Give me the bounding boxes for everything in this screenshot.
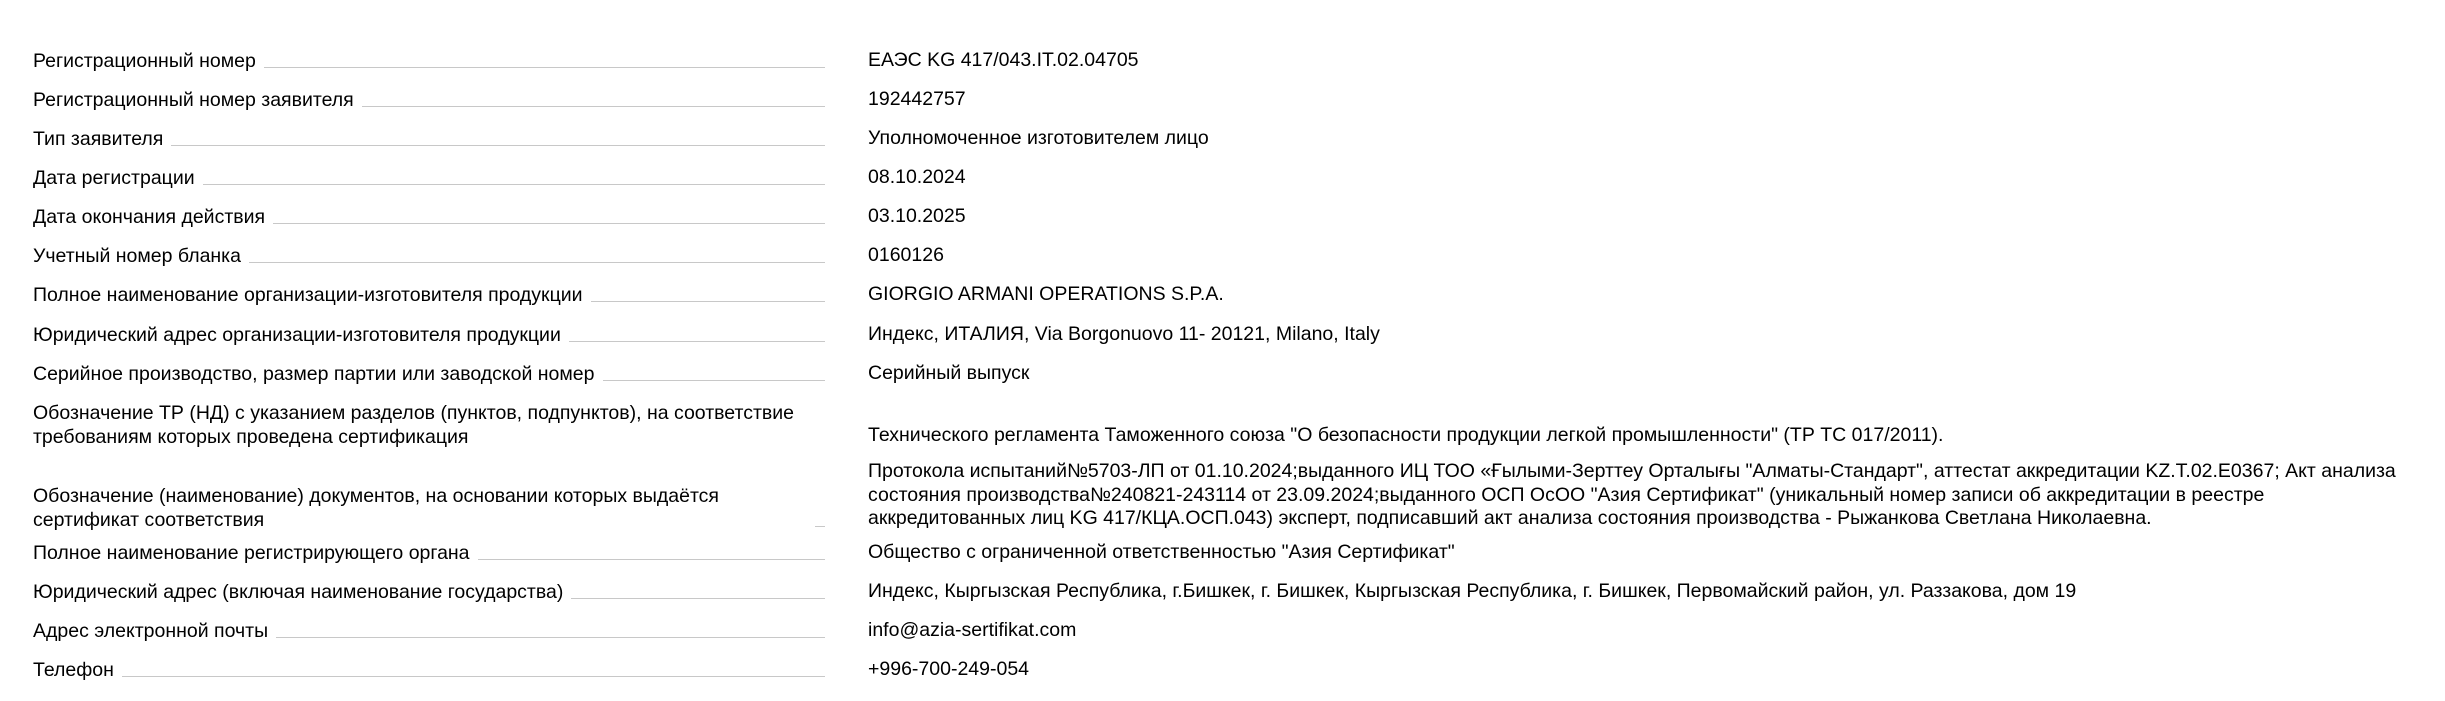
field-label: Дата регистрации (33, 167, 195, 189)
field-label: Полное наименование организации-изготовителя продукции (33, 284, 583, 306)
field-value: 0160126 (868, 244, 944, 266)
label-cell (33, 166, 825, 190)
leader-line (815, 526, 825, 527)
label-cell (33, 658, 825, 682)
leader-line (591, 301, 825, 302)
leader-line (362, 106, 825, 107)
label-cell (33, 244, 825, 268)
label-cell (33, 205, 825, 229)
field-label: Юридический адрес (включая наименование государства) (33, 581, 564, 603)
leader-line (122, 676, 825, 677)
field-value: 192442757 (868, 88, 966, 110)
label-cell (33, 484, 825, 532)
field-label: Обозначение (наименование) документов, на основании которых выдаётся сертификат соответствия (33, 485, 719, 531)
label-cell (33, 283, 825, 307)
field-label: Адрес электронной почты (33, 620, 269, 642)
field-label: Юридический адрес организации-изготовителя продукции (33, 324, 561, 346)
field-value: 03.10.2025 (868, 205, 966, 227)
leader-line (203, 184, 825, 185)
field-label: Дата окончания действия (33, 206, 266, 228)
leader-line (571, 598, 825, 599)
field-value: ЕАЭС KG 417/043.IT.02.04705 (868, 49, 1139, 71)
leader-line (249, 262, 825, 263)
field-value: Технического регламента Таможенного союза "О безопасности продукции легкой промышленности" (ТР ТС 017/2011). (868, 424, 1944, 446)
label-cell (33, 401, 825, 449)
label-cell (33, 580, 825, 604)
field-value: Протокола испытаний№5703-ЛП от 01.10.2024;выданного ИЦ ТОО «Ғылыми-Зерттеу Орталығы "Алматы-Стандарт", аттестат аккредитации KZ.T.02.E0367; Акт анализа состояния производства№240821-243114 от 23.09.2024;выданного ОСП ОсОО "Азия Сертификат" (уникальный номер записи об аккредитации в реестре аккредитованных лиц KG 417/КЦА.ОСП.043) эксперт, подписавший акт анализа состояния производства - Рыжанкова Светлана Николаевна. (868, 460, 2396, 529)
label-cell (33, 88, 825, 112)
field-value: Общество с ограниченной ответственностью "Азия Сертификат" (868, 541, 1455, 563)
field-value: Индекс, Кыргызская Республика, г.Бишкек, г. Бишкек, Кыргызская Республика, г. Бишкек, Первомайский район, ул. Раззакова, дом 19 (868, 580, 2077, 602)
field-value: Индекс, ИТАЛИЯ, Via Borgonuovo 11- 20121, Milano, Italy (868, 323, 1380, 345)
field-value: 08.10.2024 (868, 166, 966, 188)
label-cell (33, 541, 825, 565)
label-cell (33, 362, 825, 386)
label-cell (33, 323, 825, 347)
label-cell (33, 619, 825, 643)
label-cell (33, 49, 825, 73)
field-label: Тип заявителя (33, 128, 164, 150)
field-value: +996-700-249-054 (868, 658, 1030, 680)
leader-line (171, 145, 825, 146)
leader-line (273, 223, 825, 224)
field-label: Телефон (33, 659, 114, 681)
field-label: Учетный номер бланка (33, 245, 241, 267)
field-label: Обозначение ТР (НД) с указанием разделов (пунктов, подпунктов), на соответствие требованиям которых проведена сертификация (33, 402, 794, 448)
field-value: Уполномоченное изготовителем лицо (868, 127, 1209, 149)
leader-line (569, 341, 825, 342)
leader-line (478, 559, 825, 560)
field-label: Серийное производство, размер партии или заводской номер (33, 363, 595, 385)
field-label: Полное наименование регистрирующего органа (33, 542, 470, 564)
field-label: Регистрационный номер заявителя (33, 89, 354, 111)
leader-line (276, 637, 825, 638)
leader-line (603, 380, 825, 381)
field-value: info@azia-sertifikat.com (868, 619, 1077, 641)
field-value: Серийный выпуск (868, 362, 1030, 384)
field-label: Регистрационный номер (33, 50, 256, 72)
label-cell (33, 127, 825, 151)
field-value: GIORGIO ARMANI OPERATIONS S.P.A. (868, 283, 1224, 305)
leader-line (264, 67, 825, 68)
